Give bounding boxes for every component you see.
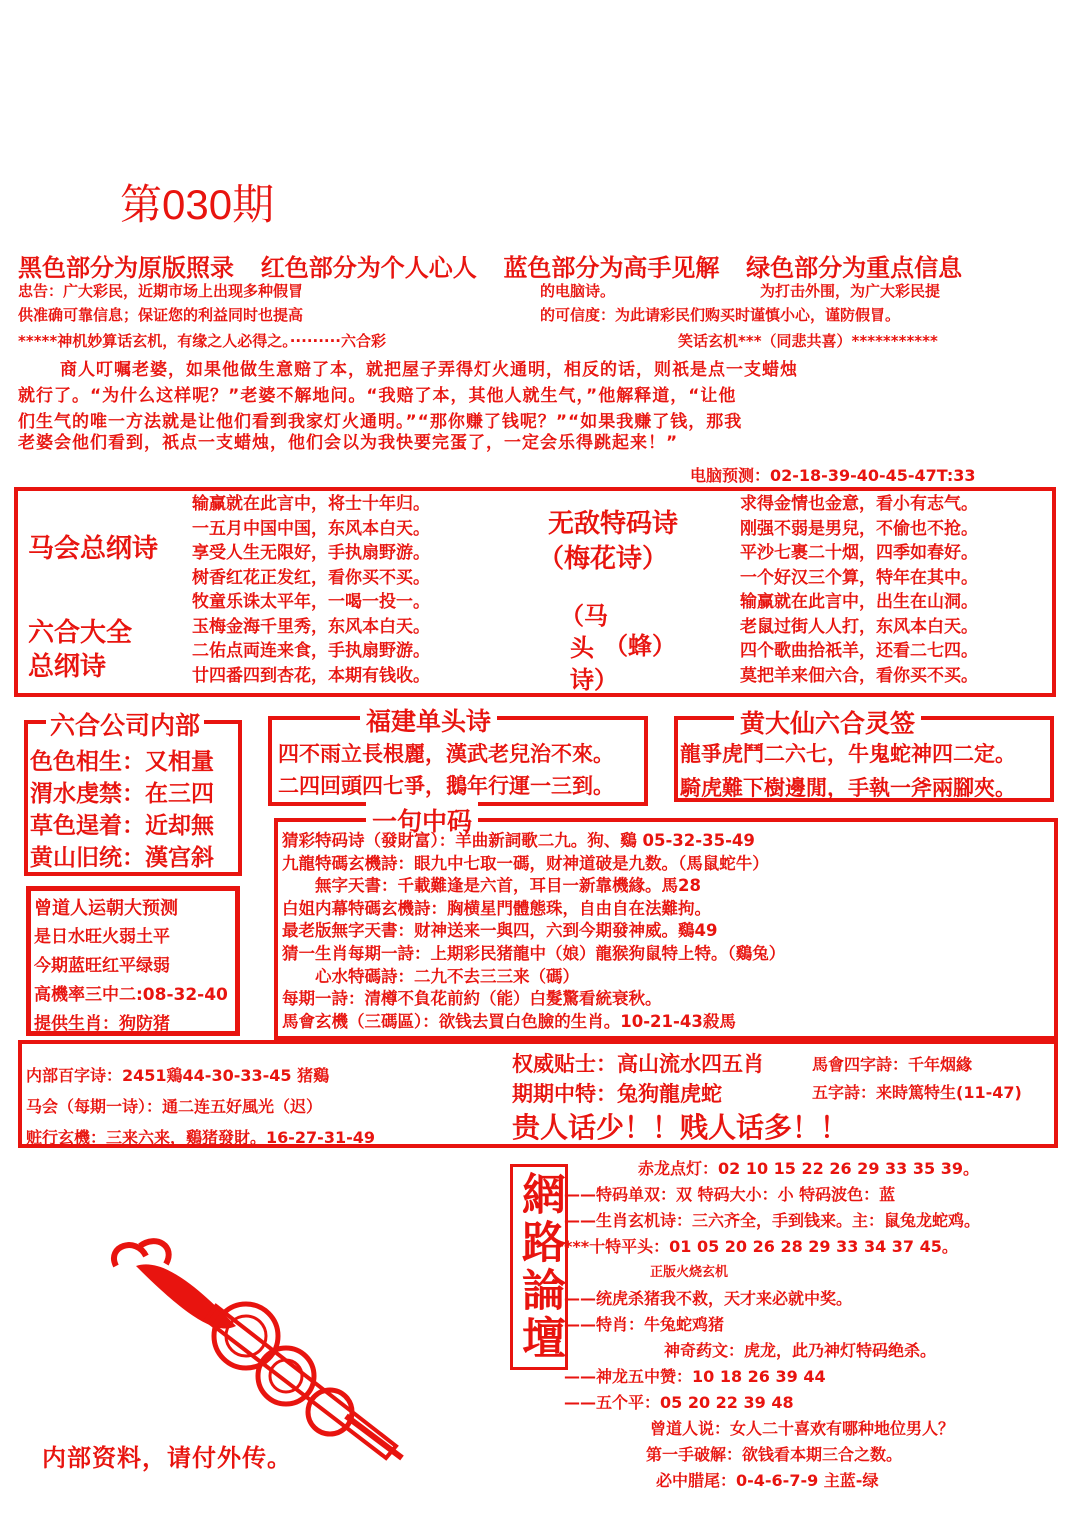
forum-line: 神奇药文：虎龙，此乃神灯特码绝杀。	[664, 1341, 937, 1360]
story-line-3: 们生气的唯一方法就是让他们看到我家灯火通明。”“那你赚了钱呢？”“如果我赚了钱，那我	[18, 412, 743, 432]
company-line: 渭水虔禁：在三四	[30, 781, 214, 807]
dagger-icon	[96, 1236, 416, 1466]
fate-line: 提供生肖：狗防猪	[34, 1014, 170, 1034]
bottom-mid-line-2: 期期中特：兔狗龍虎蛇	[512, 1082, 722, 1106]
poem-mid-title-1: 无敌特码诗	[548, 509, 679, 539]
forum-line: 必中腊尾：0-4-6-7-9 主蓝-绿	[656, 1471, 879, 1490]
bottom-left-line: 赃行玄機：三来六来，鷄猪發財。16-27-31-49	[26, 1128, 375, 1147]
forum-vertical-title: 網路論壇	[510, 1164, 568, 1370]
story-line-2: 就行了。“为什么这样呢？”老婆不解地问。“我赔了本，其他人就生气，”他解释道，“让他	[18, 386, 737, 406]
legend-red: 红色部分为个人心人	[260, 254, 477, 282]
forum-line: ——生肖玄机诗：三六齐全，手到钱来。主：鼠兔龙蛇鸡。	[564, 1211, 981, 1230]
fate-line: 是日水旺火弱土平	[34, 927, 170, 947]
poem-right-line: 输赢就在此言中，出生在山洞。	[740, 592, 978, 612]
forum-lines	[560, 1156, 980, 1494]
yiju-box-title: 一句中码	[366, 802, 478, 838]
wong-tai-sin-line-1: 龍爭虎鬥二六七，牛鬼蛇神四二定。	[680, 742, 1016, 766]
poem-left-line: 二佑点両连来食，手执扇野游。	[192, 641, 430, 661]
poem-right-line: 四个歌曲拾祇羊，还看二七四。	[740, 641, 978, 661]
forum-line: ——神龙五中赞：10 18 26 39 44	[564, 1367, 826, 1386]
forum-line: ***十特平头：01 05 20 26 28 29 33 34 37 45。	[564, 1237, 958, 1256]
bottom-mid-line-1: 权威贴士：高山流水四五肖	[512, 1052, 764, 1076]
fujian-line-1: 四不雨立長根麗，漢武老兒治不來。	[278, 742, 614, 766]
notice-line-1-left: 忠告：广大彩民，近期市场上出现多种假冒	[18, 282, 304, 300]
yiju-line: 九龍特碼玄機詩：眼九中七取一碼，财神道破是九数。（馬鼠蛇牛）	[282, 853, 769, 873]
poem-title-2a: 六合大全	[28, 618, 133, 648]
fate-line: 高機率三中二:08-32-40	[34, 985, 228, 1005]
legend-black: 黑色部分为原版照录	[18, 254, 234, 282]
forum-line: ——五个平：05 20 22 39 48	[564, 1393, 794, 1412]
issue-number: 第030期	[120, 181, 275, 228]
fujian-box-title: 福建单头诗	[360, 702, 497, 738]
poem-title-2b: 总纲诗	[28, 652, 107, 682]
forum-line: 曾道人说：女人二十喜欢有哪种地位男人？	[650, 1419, 955, 1438]
poem-right-line: 莫把羊来佃六合，看你买不买。	[740, 665, 978, 686]
poem-left-column	[192, 492, 430, 686]
poem-left-line: 牧童乐诛太平年，一喝一投一。	[192, 592, 430, 612]
poem-left-line: 树香红花正发红，看你买不买。	[192, 567, 430, 588]
fate-box-content	[34, 894, 228, 1039]
yiju-line: 猜彩特码诗（發財富）：羊曲新詞歌二九。狗、鷄 05-32-35-49	[282, 831, 755, 850]
wong-tai-sin-line-2: 騎虎難下樹邊閒，手執一斧兩腳夾。	[680, 776, 1016, 800]
yiju-line: 無字天書：千載難逢是六首，耳目一新靠機緣。馬28	[282, 876, 701, 896]
notice-line-2-right: 的可信度：为此请彩民们购买时谨慎小心，谨防假冒。	[540, 306, 901, 324]
legend-green: 绿色部分为重点信息	[746, 254, 963, 282]
poem-mid-title-2: （梅花诗）	[538, 544, 669, 574]
yiju-line: 心水特碼詩：二九不去三三来（碼）	[282, 966, 579, 986]
notice-line-1-mid: 的电脑诗。	[540, 282, 616, 300]
bottom-box-left	[26, 1060, 375, 1153]
poem-right-line: 刚强不弱是男兒，不偷也不抢。	[740, 518, 978, 539]
poem-left-line: 一五月中国中国，东风本白天。	[192, 518, 430, 539]
company-box-title: 六合公司内部	[46, 706, 204, 742]
company-box-lines	[30, 746, 214, 874]
fate-line: 今期蓝旺红平绿弱	[34, 956, 170, 976]
poem-right-line: 求得金情也金意，看小有志气。	[740, 494, 978, 514]
yiju-line: 猜一生肖每期一詩：上期彩民猪龍中（娘）龍猴狗鼠特上特。（鷄兔）	[282, 943, 786, 963]
yiju-line: 最老版無字天書：财神送来一與四，六到今期發神威。鷄49	[282, 921, 718, 941]
fate-box-title: 曾道人运朝大预测	[34, 898, 178, 919]
banner-left: *****神机妙算话玄机，有缘之人必得之。·········六合彩	[18, 332, 387, 350]
notice-line-2-left: 供准确可靠信息；保证您的利益同时也提高	[18, 306, 304, 324]
banner-right: 笑话玄机***（同悲共喜）***********	[678, 332, 938, 350]
poem-title-1: 马会总纲诗	[28, 534, 159, 564]
forum-line: ——统虎杀猪我不救，天才来必就中奖。	[564, 1289, 853, 1308]
yiju-line: 每期一詩：清樽不負花前約（能）白髮驚看統衰秋。	[282, 989, 662, 1009]
poem-right-line: 一个好汉三个算，特年在其中。	[740, 567, 978, 588]
company-line: 草色逞着：近却無	[30, 813, 214, 839]
bottom-left-line: 内部百字诗：2451鶏44-30-33-45 猪鷄	[26, 1066, 330, 1085]
poem-mid-sub-2: 头	[570, 634, 594, 662]
yiju-box-lines	[282, 830, 785, 1033]
legend-blue: 蓝色部分为高手见解	[503, 254, 720, 282]
company-line: 色色相生：又相量	[30, 749, 214, 775]
poem-left-line: 玉梅金海千里秀，东风本白天。	[192, 616, 430, 637]
poem-mid-sub-4: 诗）	[570, 666, 618, 694]
bottom-right-line-2: 五字詩：来時篤特生(11-47)	[812, 1083, 1022, 1102]
poem-right-line: 老鼠过街人人打，东风本白天。	[740, 616, 978, 637]
company-line: 黄山旧统：漢宫斜	[30, 845, 214, 871]
poem-right-line: 平沙七裹二十烟，四季如春好。	[740, 543, 978, 563]
yiju-line: 馬會玄機（三碼區）：欲钱去買白色臉的生肖。10-21-43殺馬	[282, 1011, 736, 1031]
poem-mid-sub-1: （马	[560, 602, 608, 630]
bottom-right-line-1: 馬會四字詩：千年烟緣	[812, 1055, 973, 1074]
fujian-line-2: 二四回頭四七爭，鵝年行運一三到。	[278, 774, 614, 798]
wong-tai-sin-box-title: 黄大仙六合灵签	[734, 704, 921, 740]
poem-left-line: 享受人生无限好，手执扇野游。	[192, 543, 430, 563]
slogan: 贵人话少！！贱人话多！！	[512, 1111, 849, 1144]
poem-mid-sub-3: （蜂）	[604, 632, 676, 660]
story-line-1: 商人叮嘱老婆，如果他做生意赔了本，就把屋子弄得灯火通明，相反的话，则祇是点一支蜡烛	[60, 360, 798, 380]
poem-left-line: 输赢就在此言中，将士十年归。	[192, 494, 430, 514]
bottom-left-line: 马会（每期一诗）：通二连五好風光（迟）	[26, 1097, 323, 1116]
poem-right-column	[740, 492, 978, 688]
forum-line: ——特肖：牛兔蛇鸡猪	[564, 1315, 725, 1334]
forum-line: 赤龙点灯：02 10 15 22 26 29 33 35 39。	[638, 1159, 979, 1178]
notice-line-1-right: 为打击外围，为广大彩民提	[760, 282, 941, 300]
legend	[18, 248, 962, 283]
forum-line: ——特码单双：双 特码大小：小 特码波色：蓝	[564, 1185, 896, 1204]
forum-line: 正版火烧玄机	[650, 1265, 729, 1280]
computer-prediction: 电脑预测：02-18-39-40-45-47T:33	[690, 466, 976, 485]
footer-note: 内部资料，请付外传。	[42, 1444, 292, 1472]
story-line-4: 老婆会他们看到，祇点一支蜡烛，他们会以为我快要完蛋了，一定会乐得跳起来！”	[18, 433, 679, 453]
forum-line: 第一手破解：欲钱看本期三合之数。	[646, 1445, 903, 1464]
poem-left-line: 廿四番四到杏花，本期有钱收。	[192, 665, 430, 686]
yiju-line: 白姐内幕特碼玄機詩：胸横星門體態珠，自由自在法難拘。	[282, 898, 711, 918]
